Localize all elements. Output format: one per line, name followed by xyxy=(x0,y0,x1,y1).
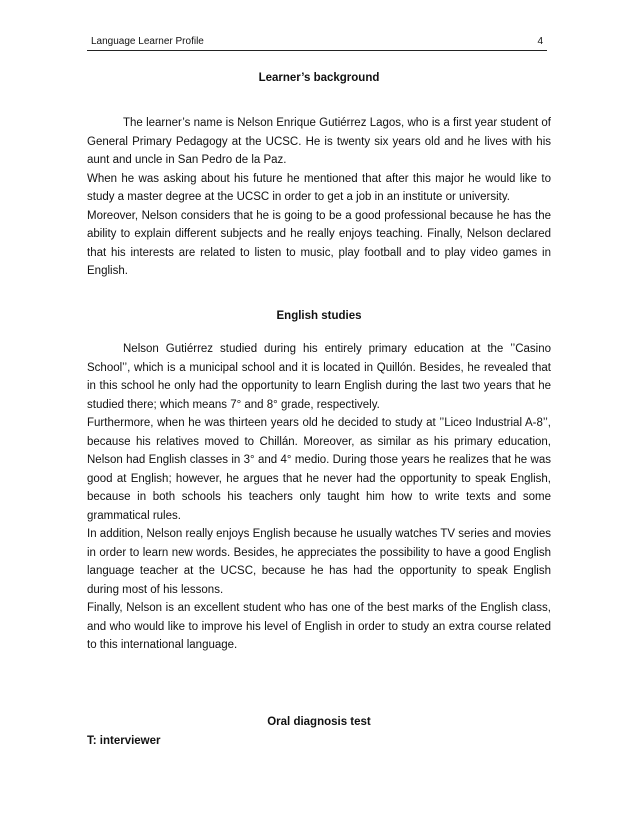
paragraph: When he was asking about his future he mentioned that after this major he would like to study a master degree at the UCSC in order to get a job in an institute or university. xyxy=(87,172,551,203)
page-header xyxy=(87,36,547,51)
paragraph: In addition, Nelson really enjoys English because he usually watches TV series and movies in order to learn new words. Besides, he appreciates the possibility to have a good English language teacher at the UCSC, because he has had the opportunity to speak English during most of his lessons. xyxy=(87,528,551,596)
running-title: Language Learner Profile xyxy=(91,36,204,47)
paragraph: Furthermore, when he was thirteen years old he decided to study at ’’Liceo Industrial A-8’’, because his relatives moved to Chillán. Moreover, as similar as his primary education, Nelson had English classes in 3° and 4° medio. During those years he realizes that he was good at English; however, he argues that he never had the opportunity to speak English, because in both schools his teachers only taught him how to write texts and some grammatical rules. xyxy=(87,417,551,522)
speaker-label: T: interviewer xyxy=(87,735,161,747)
paragraph: Finally, Nelson is an excellent student who has one of the best marks of the English class, and who would like to improve his level of English in order to study an extra course related to this international language. xyxy=(87,602,551,651)
page-number: 4 xyxy=(537,36,543,47)
section-heading-english-studies: English studies xyxy=(276,310,362,322)
paragraph: The learner’s name is Nelson Enrique Gutiérrez Lagos, who is a first year student of General Primary Pedagogy at the UCSC. He is twenty six years old and he lives with his aunt and uncle in San Pedro de la Paz. xyxy=(87,117,551,166)
section-heading-background: Learner’s background xyxy=(258,72,380,84)
section-heading-oral-diagnosis: Oral diagnosis test xyxy=(267,716,371,728)
english-studies-body xyxy=(87,340,551,655)
paragraph: Moreover, Nelson considers that he is going to be a good professional because he has the ability to explain different subjects and he really enjoys teaching. Finally, Nelson declared that his interests are related to listen to music, play football and to play video games in English. xyxy=(87,209,551,277)
background-body xyxy=(87,114,551,281)
paragraph: Nelson Gutiérrez studied during his entirely primary education at the ’’Casino School’’, which is a municipal school and it is located in Quillón. Besides, he revealed that in this school he only had the opportunity to learn English during the last two years that he studied there; which means 7° and 8° grade, respectively. xyxy=(87,343,551,411)
